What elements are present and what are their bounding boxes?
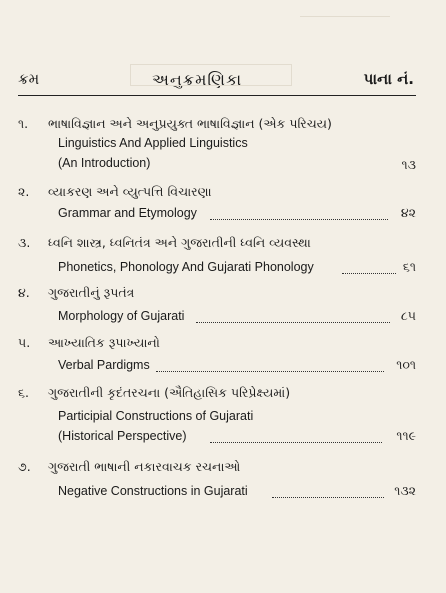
entry-number: ૫. [18,335,31,350]
entry-gujarati-title: ભાષાવિજ્ઞાન અને અનુપ્રયુક્ત ભાષાવિજ્ઞાન (એક પરિચય) [48,116,332,131]
header-serial-label: ક્રમ [18,70,40,88]
entry-page-number: ૧૦૧ [396,358,416,372]
entry-english-title-line2: (Historical Perspective) [58,429,187,443]
toc-entry-1 [18,116,416,176]
toc-entry-3 [18,235,416,279]
entry-gujarati-title: આખ્યાતિક રૂપાખ્યાનો [48,335,160,350]
header-rule [18,95,416,96]
leader-dots [210,441,382,443]
entry-page-number: ૪૨ [400,206,416,220]
entry-english-title: Linguistics And Applied Linguistics [58,136,248,150]
entry-english-title: Morphology of Gujarati [58,309,185,323]
leader-dots [156,370,384,372]
entry-gujarati-title: ધ્વનિ શાસ્ત્ર, ધ્વનિતંત્ર અને ગુજરાતીની ધ્વનિ વ્યવસ્થા [48,235,311,250]
contents-title: અનુક્રમણિકા [152,70,243,89]
bleed-through-mark [300,8,390,17]
entry-english-title: Negative Constructions in Gujarati [58,484,248,498]
entry-gujarati-title: ગુજરાતીનું રૂપતંત્ર [48,285,135,300]
entry-english-title-line2: (An Introduction) [58,156,151,170]
toc-entry-4 [18,285,416,329]
entry-gujarati-title: ગુજરાતીની કૃદંતરચના (ઐતિહાસિક પરિપ્રેક્ષ્યમાં) [48,385,291,400]
toc-entry-6 [18,385,416,449]
entry-gujarati-title: ગુજરાતી ભાષાની નકારવાચક રચનાઓ [48,459,241,474]
entry-page-number: ૮૫ [400,309,416,323]
toc-entry-7 [18,459,416,503]
entry-number: ૩. [18,235,31,250]
entry-number: ૧. [18,116,29,131]
entry-number: ૨. [18,184,30,199]
entry-english-title: Grammar and Etymology [58,206,197,220]
leader-dots [196,321,390,323]
entry-number: ૪. [18,285,30,300]
header-page-number-label: પાના નં. [363,70,414,88]
entry-english-title: Verbal Pardigms [58,358,150,372]
leader-dots [210,218,388,220]
entry-english-title: Participial Constructions of Gujarati [58,409,254,423]
entry-page-number: ૧૩૨ [394,484,416,498]
entry-number: ૬. [18,385,29,400]
toc-entry-5 [18,335,416,379]
entry-number: ૭. [18,459,31,474]
leader-dots [342,272,396,274]
entry-page-number: ૬૧ [402,260,416,274]
bleed-through-box [130,64,292,86]
toc-entry-2 [18,184,416,228]
leader-dots [272,496,384,498]
entry-page-number: ૧૩ [401,158,416,172]
entry-gujarati-title: વ્યાકરણ અને વ્યુત્પત્તિ વિચારણા [48,184,212,199]
entry-page-number: ૧૧૯ [396,429,416,443]
entry-english-title: Phonetics, Phonology And Gujarati Phonology [58,260,314,274]
